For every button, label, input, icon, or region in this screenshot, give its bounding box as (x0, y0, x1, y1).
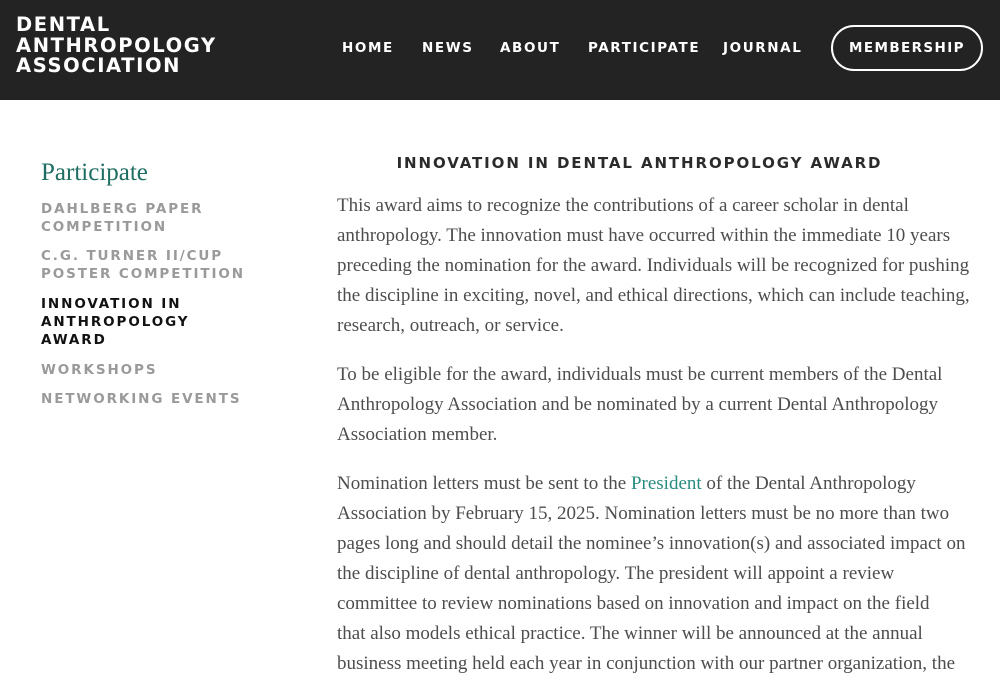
nav-journal[interactable]: JOURNAL (723, 40, 803, 56)
sidebar-item-label-line: WORKSHOPS (41, 362, 158, 378)
sidebar-item-label-line: ANTHROPOLOGY (41, 314, 190, 330)
paragraph-eligibility (337, 360, 952, 450)
paragraph-award-description (337, 191, 970, 341)
sidebar-item-label-line: COMPETITION (41, 219, 168, 235)
sidebar-item-label-line: POSTER COMPETITION (41, 266, 245, 282)
paragraph-line: Association member. (337, 424, 498, 445)
logo-line-1: DENTAL (16, 13, 111, 36)
paragraph-line: pages long and should detail the nominee’s innovation(s) and associated impact on (337, 533, 966, 554)
site-logo[interactable] (16, 15, 217, 77)
paragraph-line: research, outreach, or service. (337, 315, 564, 336)
paragraph-line: anthropology. The innovation must have occurred within the immediate 10 years (337, 225, 951, 246)
paragraph-line: the discipline in exciting, novel, and ethical directions, which can include teaching, (337, 285, 970, 306)
logo-line-2: ANTHROPOLOGY (16, 33, 217, 57)
nav-news[interactable]: NEWS (422, 40, 474, 56)
sidebar-item-dahlberg-paper-competition[interactable] (41, 200, 271, 236)
text-segment: Nomination letters must be sent to the (337, 473, 631, 494)
sidebar-item-label-line: NETWORKING EVENTS (41, 391, 242, 407)
logo-line-3: ASSOCIATION (16, 54, 182, 77)
sidebar-title: Participate (41, 159, 148, 186)
sidebar-item-label-line: C.G. TURNER II/CUP (41, 248, 224, 264)
president-link[interactable]: President (630, 473, 702, 494)
sidebar-item-turner-poster-competition[interactable] (41, 247, 271, 283)
membership-button[interactable]: MEMBERSHIP (831, 25, 983, 71)
page-title: INNOVATION IN DENTAL ANTHROPOLOGY AWARD (396, 154, 883, 172)
paragraph-line: Association by February 15, 2025. Nomination letters must be no more than two (337, 503, 950, 524)
paragraph-line (337, 469, 952, 499)
text-segment: of the Dental Anthropology (701, 473, 916, 494)
sidebar-item-networking-events[interactable] (41, 390, 271, 408)
paragraph-nomination (337, 469, 966, 679)
sidebar-item-innovation-award[interactable] (41, 295, 271, 349)
nav-participate[interactable]: PARTICIPATE (588, 40, 701, 56)
sidebar-item-label-line: DAHLBERG PAPER (41, 201, 204, 217)
nav-home[interactable]: HOME (342, 40, 394, 56)
nav-about[interactable]: ABOUT (500, 40, 561, 56)
paragraph-line: preceding the nomination for the award. Individuals will be recognized for pushing (337, 255, 970, 276)
site-header (0, 0, 1000, 100)
paragraph-line: Anthropology Association and be nominated by a current Dental Anthropology (337, 394, 939, 415)
paragraph-line: business meeting held each year in conjunction with our partner organization, the (337, 653, 956, 674)
paragraph-line: This award aims to recognize the contributions of a career scholar in dental (337, 195, 909, 216)
sidebar-item-label-line: INNOVATION IN (41, 296, 182, 312)
paragraph-line: committee to review nominations based on innovation and impact on the field (337, 593, 930, 614)
sidebar-item-workshops[interactable] (41, 361, 271, 379)
paragraph-line: To be eligible for the award, individuals must be current members of the Dental (337, 364, 943, 385)
paragraph-line: that also models ethical practice. The winner will be announced at the annual (337, 623, 923, 644)
paragraph-line: the discipline of dental anthropology. The president will appoint a review (337, 563, 895, 584)
sidebar-item-label-line: AWARD (41, 332, 107, 348)
